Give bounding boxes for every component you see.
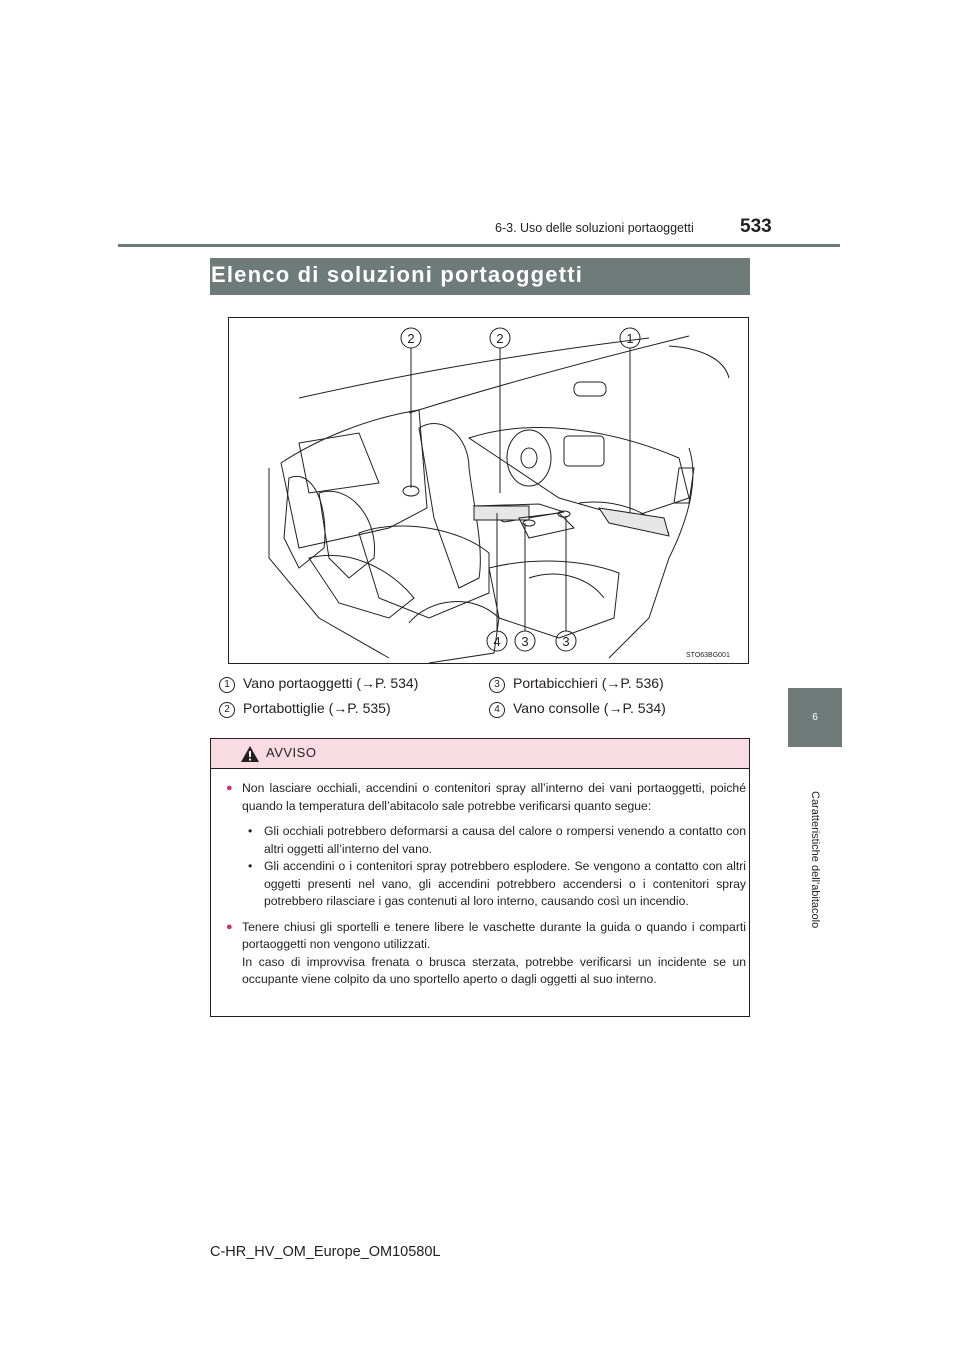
callout-3-right: 3: [562, 634, 570, 649]
callout-4: 4: [493, 634, 501, 649]
chapter-number: 6: [812, 712, 818, 723]
legend-item-3: [489, 675, 664, 693]
legend-item-1: [219, 675, 418, 693]
callout-2-left: 2: [407, 331, 415, 346]
page-title: Elenco di soluzioni portaoggetti: [211, 262, 584, 287]
figure-code: STO63BG001: [686, 652, 730, 659]
callout-2-mid: 2: [496, 331, 504, 346]
legend-number: 2: [219, 702, 235, 718]
warning-item-2: ● Tenere chiusi gli sportelli e tenere libere le vaschette durante la guida o quando i comparti portaoggetti non vengono utilizzati.: [226, 919, 746, 954]
legend-text: Vano portaoggetti (→P. 534): [243, 675, 419, 691]
legend-item-2: [219, 700, 391, 718]
document-code: C-HR_HV_OM_Europe_OM10580L: [210, 1244, 441, 1260]
legend-number: 3: [489, 677, 505, 693]
legend-text: Vano consolle (→P. 534): [513, 700, 666, 716]
warning-body: [226, 780, 746, 989]
warning-subitem-2: • Gli accendini o i contenitori spray potrebbero esplodere. Se vengono a contatto con altri oggetti presenti nel vano, gli accendini potrebbero accendersi o i contenitori spray potrebbero rilasciare i gas contenuti al loro interno, causando così un incendio.: [242, 858, 746, 911]
warning-item-2-continued: In caso di improvvisa frenata o brusca sterzata, potrebbe verificarsi un incidente se un occupante viene colpito da uno sportello aperto o dagli oggetti al suo interno.: [242, 954, 746, 986]
warning-triangle-icon: [240, 745, 260, 768]
page-number: 533: [740, 216, 772, 237]
legend-text: Portabicchieri (→P. 536): [513, 675, 664, 691]
legend-number: 4: [489, 702, 505, 718]
chapter-label: Caratteristiche dell'abitacolo: [809, 791, 821, 929]
legend-number: 1: [219, 677, 235, 693]
callout-3-left: 3: [521, 634, 529, 649]
warning-label: AVVISO: [266, 745, 317, 760]
warning-subitem-1: • Gli occhiali potrebbero deformarsi a causa del calore o rompersi venendo a contatto con altri oggetti all’interno del vano.: [242, 823, 746, 858]
section-title: 6-3. Uso delle soluzioni portaoggetti: [495, 221, 694, 235]
legend-item-4: [489, 700, 666, 718]
header-rule: [118, 244, 840, 247]
chapter-tab: [788, 688, 842, 747]
car-interior-drawing: [229, 318, 748, 663]
interior-illustration: [228, 317, 749, 664]
legend-text: Portabottiglie (→P. 535): [243, 700, 391, 716]
callout-1: 1: [626, 331, 634, 346]
warning-item-1: ● Non lasciare occhiali, accendini o contenitori spray all’interno dei vani portaoggetti, poiché quando la temperatura dell’abitacolo sale potrebbe verificarsi quanto segue:: [226, 780, 746, 815]
